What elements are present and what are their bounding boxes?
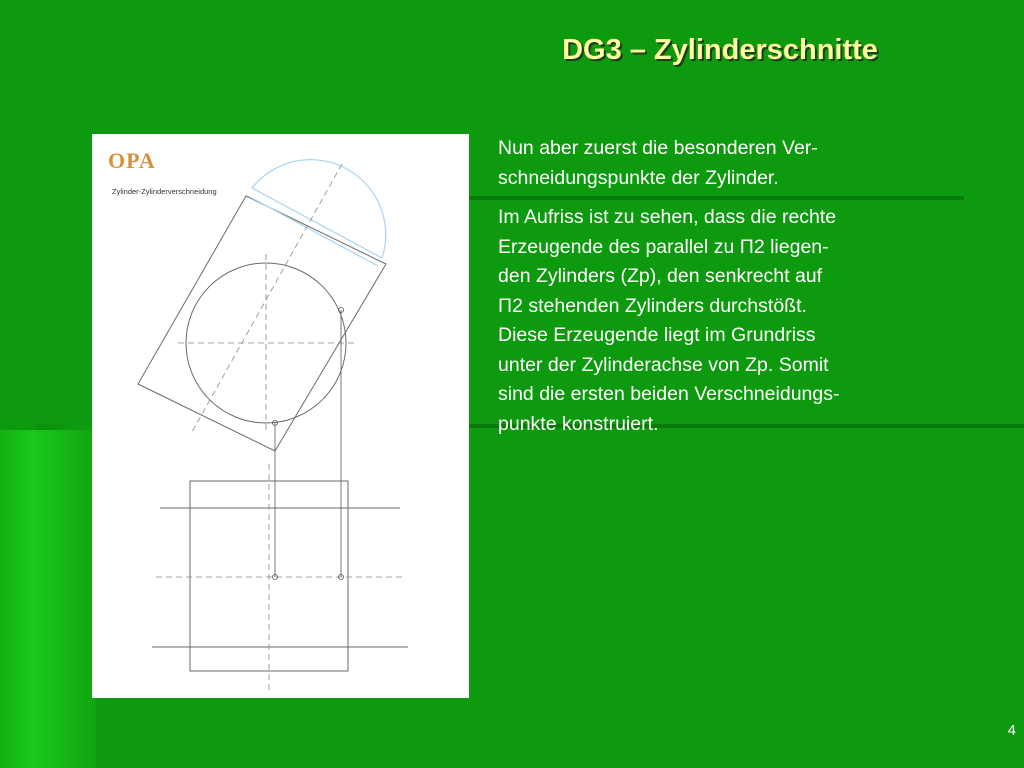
opa-logo: OPA [108, 148, 156, 173]
construction-drawing [92, 134, 469, 698]
explanation-text [498, 134, 968, 439]
paragraph-detail: Im Aufriss ist zu sehen, dass die rechte Erzeugende des parallel zu Π2 liegen- den Zylinders (Zp), den senkrecht auf Π2 stehenden Zylinders durchstößt. Diese Erzeugende liegt im Grundriss unter der Zylinderachse von Zp. Somit sind die ersten beiden Verschneidungs- punkte konstruiert. [498, 206, 840, 435]
inclined-cylinder-outline [138, 196, 386, 451]
figure-caption: Zylinder-Zylinderverschneidung [112, 187, 217, 196]
slide-title: DG3 – Zylinderschnitte [562, 34, 878, 66]
page-number: 4 [1007, 722, 1016, 739]
inclined-axis [192, 164, 342, 432]
paragraph-intro: Nun aber zuerst die besonderen Ver- schneidungspunkte der Zylinder. [498, 137, 818, 189]
construction-figure [92, 134, 469, 698]
background-light-band [0, 430, 95, 768]
profile-baseline-2 [248, 196, 378, 266]
profile-baseline-1 [252, 188, 382, 258]
